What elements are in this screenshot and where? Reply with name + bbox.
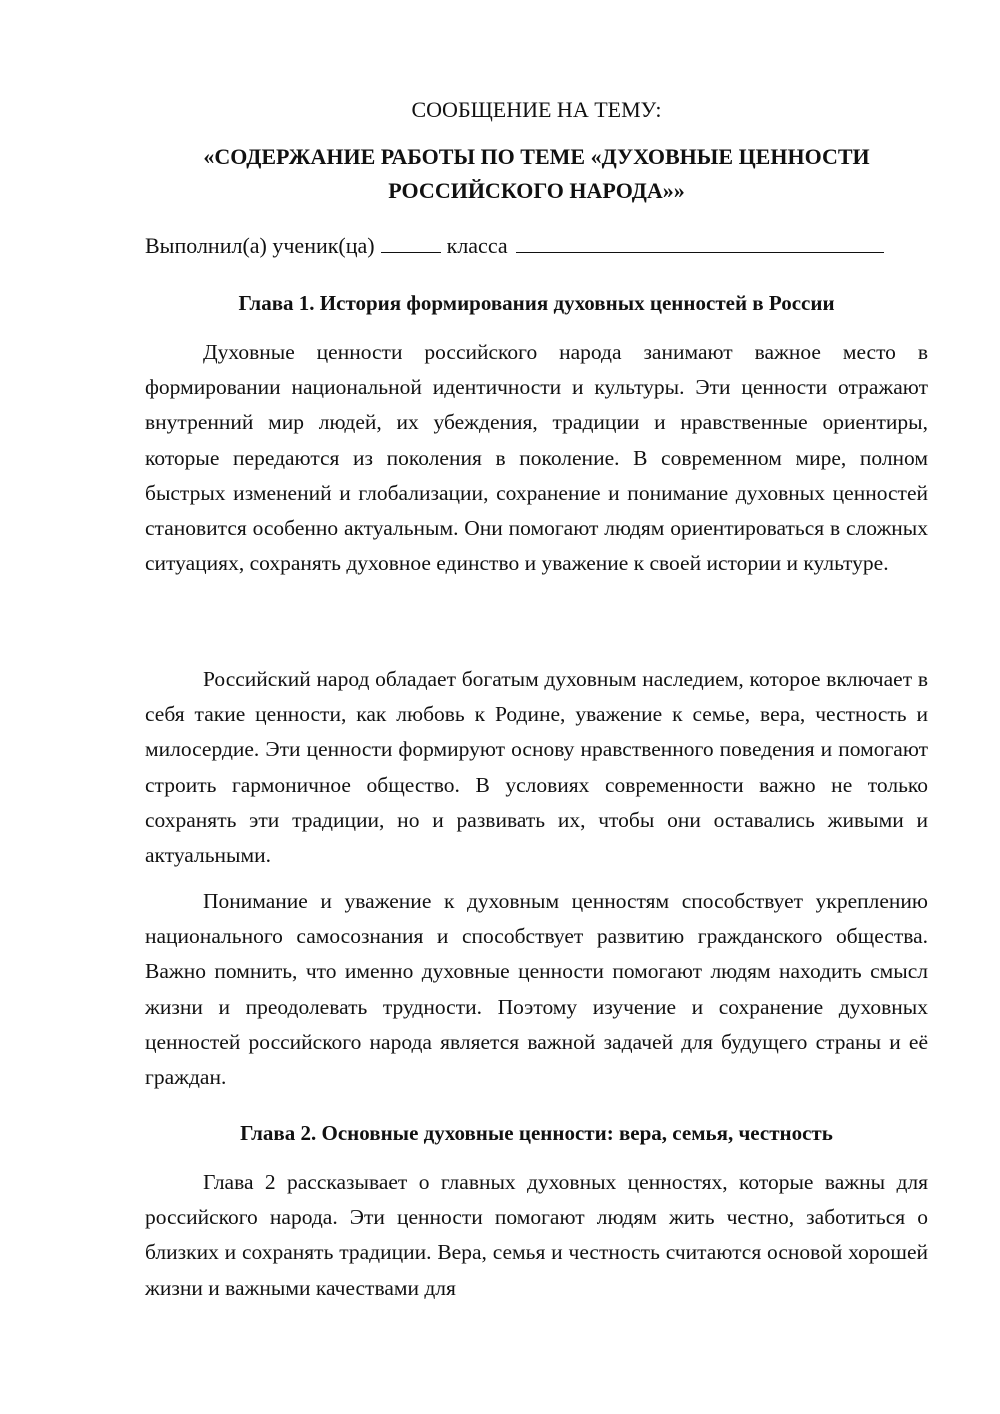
report-title: «СОДЕРЖАНИЕ РАБОТЫ ПО ТЕМЕ «ДУХОВНЫЕ ЦЕННОСТИ РОССИЙСКОГО НАРОДА»» (203, 144, 870, 203)
grade-blank-field[interactable] (381, 230, 441, 253)
author-line (145, 230, 928, 262)
chapter-1-heading: Глава 1. История формирования духовных ценностей в России (238, 291, 835, 315)
student-name-blank-field[interactable] (516, 230, 884, 253)
report-label: СООБЩЕНИЕ НА ТЕМУ: (411, 97, 662, 122)
chapter-1-paragraph-1: Духовные ценности российского народа занимают важное место в формировании национальной идентичности и культуры. Эти ценности отражают внутренний мир людей, их убеждения, традиции и нравственные ориентиры, которые передаются из поколения в поколение. В современном мире, полном быстрых изменений и глобализации, сохранение и понимание духовных ценностей становится особенно актуальным. Они помогают людям ориентироваться в сложных ситуациях, сохранять духовное единство и уважение к своей истории и культуре. (145, 340, 928, 576)
chapter-1-paragraph-3: Понимание и уважение к духовным ценностям способствует укреплению национального самосознания и способствует развитию гражданского общества. Важно помнить, что именно духовные ценности помогают людям находить смысл жизни и преодолевать трудности. Поэтому изучение и сохранение духовных ценностей российского народа является важной задачей для будущего страны и её граждан. (145, 889, 928, 1090)
chapter-2-paragraph-1: Глава 2 рассказывает о главных духовных ценностях, которые важны для российского народа. Эти ценности помогают людям жить честно, заботиться о близких и сохранять традиции. Вера, семья и честность считаются основой хорошей жизни и важными качествами для (145, 1170, 928, 1300)
chapter-1-paragraph-2: Российский народ обладает богатым духовным наследием, которое включает в себя такие ценности, как любовь к Родине, уважение к семье, вера, честность и милосердие. Эти ценности формируют основу нравственного поведения и помогают строить гармоничное общество. В условиях современности важно не только сохранять эти традиции, но и развивать их, чтобы они оставались живыми и актуальными. (145, 667, 928, 868)
chapter-2-heading: Глава 2. Основные духовные ценности: вера, семья, честность (240, 1121, 833, 1145)
author-class-word: класса (446, 233, 508, 258)
author-prefix: Выполнил(а) ученик(ца) (145, 233, 375, 258)
